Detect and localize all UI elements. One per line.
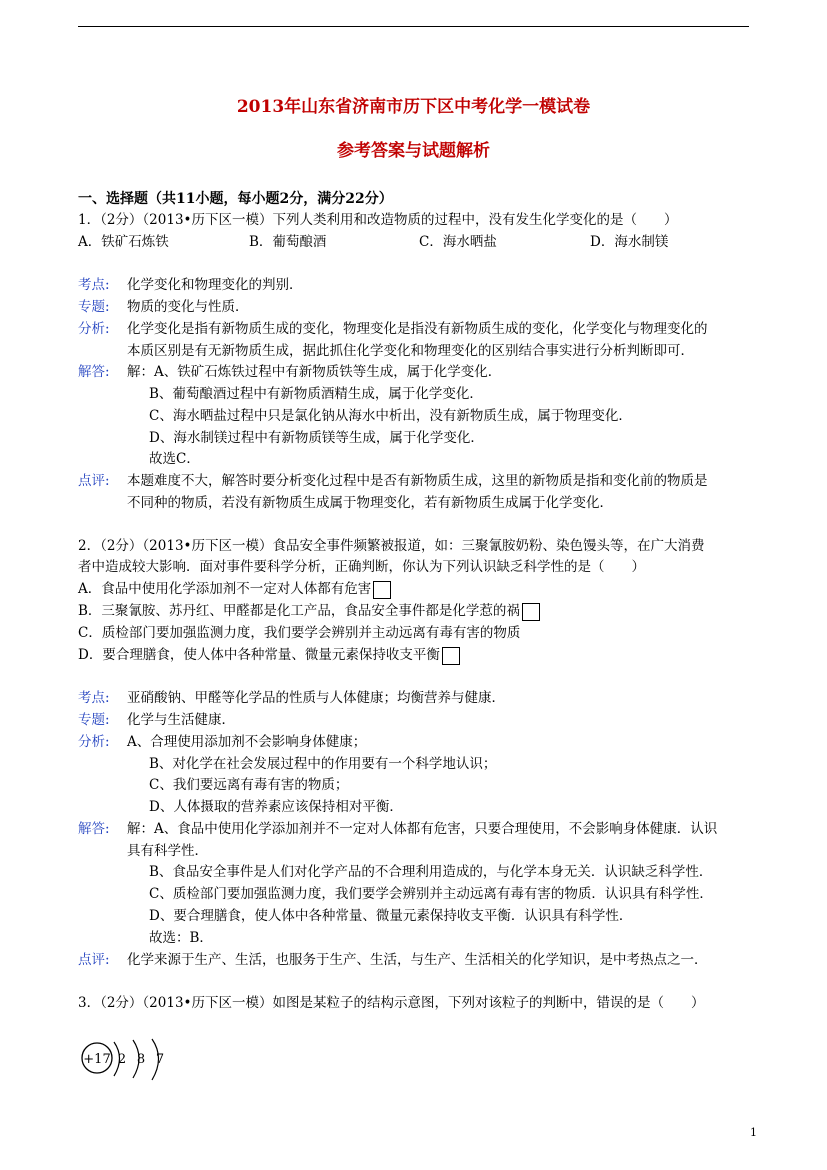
q1-kaodian-label: 考点: bbox=[78, 277, 110, 293]
q2-fenxi-label: 分析: bbox=[78, 734, 110, 750]
q1-fenxi-line: 化学变化是指有新物质生成的变化，物理变化是指没有新物质生成的变化，化学变化与物理变化的 bbox=[127, 321, 708, 337]
q2-dianping-label: 点评: bbox=[78, 952, 110, 968]
header-rule bbox=[78, 26, 749, 27]
q2-jieda-label: 解答: bbox=[78, 821, 110, 837]
q2-fenxi-line: B、对化学在社会发展过程中的作用要有一个科学地认识； bbox=[149, 756, 497, 772]
q2-jieda-line: 故选：B． bbox=[149, 930, 213, 946]
page-number: 1 bbox=[750, 1126, 757, 1139]
q2-stem-line: 2．（2分）（2013•历下区一模）食品安全事件频繁被报道，如：三聚氰胺奶粉、染色馒头等，在广大消费 bbox=[78, 538, 705, 554]
q2-option-c bbox=[78, 623, 520, 643]
q2-fenxi-line: D、人体摄取的营养素应该保持相对平衡． bbox=[149, 799, 403, 815]
q2-option-a bbox=[78, 579, 391, 599]
q2-option-d bbox=[78, 645, 460, 665]
q2-option-a-text: A．食品中使用化学添加剂不一定对人体都有危害 bbox=[78, 581, 372, 597]
q1-kaodian: 化学变化和物理变化的判别． bbox=[127, 277, 303, 293]
q1-option-b: B．葡萄酿酒 bbox=[249, 234, 327, 250]
nucleus-charge: +17 bbox=[83, 1052, 111, 1067]
q1-option-d: D．海水制镁 bbox=[590, 234, 669, 250]
q2-zhuanti-label: 专题: bbox=[78, 712, 110, 728]
q2-jieda-line: 解：A、食品中使用化学添加剂并不一定对人体都有危害，只要合理使用，不会影响身体健康．认识 bbox=[127, 821, 718, 837]
q2-jieda-line: 具有科学性． bbox=[127, 843, 208, 859]
atom-structure-diagram bbox=[78, 1036, 188, 1086]
q1-dianping-label: 点评: bbox=[78, 473, 110, 489]
q3-stem: 3．（2分）（2013•历下区一模）如图是某粒子的结构示意图，下列对该粒子的判断中，错误的是（ ） bbox=[78, 995, 705, 1011]
answer-box bbox=[373, 581, 391, 599]
section-heading: 一、选择题（共11小题，每小题2分，满分22分） bbox=[78, 191, 393, 207]
page-subtitle: 参考答案与试题解析 bbox=[337, 141, 490, 161]
q2-jieda-line: C、质检部门要加强监测力度，我们要学会辨别并主动远离有毒有害的物质．认识具有科学性． bbox=[149, 886, 713, 902]
q2-dianping: 化学来源于生产、生活，也服务于生产、生活，与生产、生活相关的化学知识，是中考热点之一． bbox=[127, 952, 708, 968]
q2-stem-line: 者中造成较大影响．面对事件要科学分析，正确判断，你认为下列认识缺乏科学性的是（ ） bbox=[78, 559, 645, 575]
answer-box bbox=[442, 647, 460, 665]
shell-electron-count: 2 bbox=[117, 1052, 127, 1067]
answer-box bbox=[522, 603, 540, 621]
q2-kaodian-label: 考点: bbox=[78, 690, 110, 706]
q2-zhuanti: 化学与生活健康． bbox=[127, 712, 235, 728]
q1-jieda-line: 解：A、铁矿石炼铁过程中有新物质铁等生成，属于化学变化． bbox=[127, 364, 502, 380]
q1-fenxi-label: 分析: bbox=[78, 321, 110, 337]
q2-jieda-line: D、要合理膳食，使人体中各种常量、微量元素保持收支平衡．认识具有科学性． bbox=[149, 908, 633, 924]
page-title: 2013年山东省济南市历下区中考化学一模试卷 bbox=[236, 97, 591, 117]
q1-zhuanti: 物质的变化与性质． bbox=[127, 299, 249, 315]
q2-option-d-text: D．要合理膳食，使人体中各种常量、微量元素保持收支平衡 bbox=[78, 647, 440, 663]
q2-option-b-text: B．三聚氰胺、苏丹红、甲醛都是化工产品，食品安全事件都是化学惹的祸 bbox=[78, 603, 520, 619]
q2-option-c-text: C．质检部门要加强监测力度，我们要学会辨别并主动远离有毒有害的物质 bbox=[78, 625, 521, 641]
shell-electron-count: 7 bbox=[155, 1052, 165, 1067]
q1-dianping-line: 本题难度不大，解答时要分析变化过程中是否有新物质生成，这里的新物质是指和变化前的物质是 bbox=[127, 473, 708, 489]
q2-option-b bbox=[78, 601, 540, 621]
q1-option-a: A．铁矿石炼铁 bbox=[78, 234, 169, 250]
q1-stem: 1．（2分）（2013•历下区一模）下列人类利用和改造物质的过程中，没有发生化学变化的是（ ） bbox=[78, 212, 678, 228]
q1-jieda-line: 故选C． bbox=[149, 451, 200, 467]
q2-fenxi-line: C、我们要远离有毒有害的物质； bbox=[149, 777, 349, 793]
shell-electron-count: 8 bbox=[136, 1052, 146, 1067]
q1-jieda-line: B、葡萄酿酒过程中有新物质酒精生成，属于化学变化． bbox=[149, 386, 483, 402]
q1-jieda-line: D、海水制镁过程中有新物质镁等生成，属于化学变化． bbox=[149, 430, 484, 446]
q1-fenxi-line: 本质区别是有无新物质生成，据此抓住化学变化和物理变化的区别结合事实进行分析判断即可． bbox=[127, 343, 694, 359]
q1-zhuanti-label: 专题: bbox=[78, 299, 110, 315]
q1-jieda-line: C、海水晒盐过程中只是氯化钠从海水中析出，没有新物质生成，属于物理变化． bbox=[149, 408, 632, 424]
q1-option-c: C．海水晒盐 bbox=[419, 234, 497, 250]
q1-jieda-label: 解答: bbox=[78, 364, 110, 380]
q2-fenxi-line: A、合理使用添加剂不会影响身体健康； bbox=[127, 734, 367, 750]
q2-jieda-line: B、食品安全事件是人们对化学产品的不合理利用造成的，与化学本身无关．认识缺乏科学性． bbox=[149, 864, 713, 880]
q2-kaodian: 亚硝酸钠、甲醛等化学品的性质与人体健康；均衡营养与健康． bbox=[127, 690, 505, 706]
q1-dianping-line: 不同种的物质，若没有新物质生成属于物理变化，若有新物质生成属于化学变化． bbox=[127, 495, 613, 511]
